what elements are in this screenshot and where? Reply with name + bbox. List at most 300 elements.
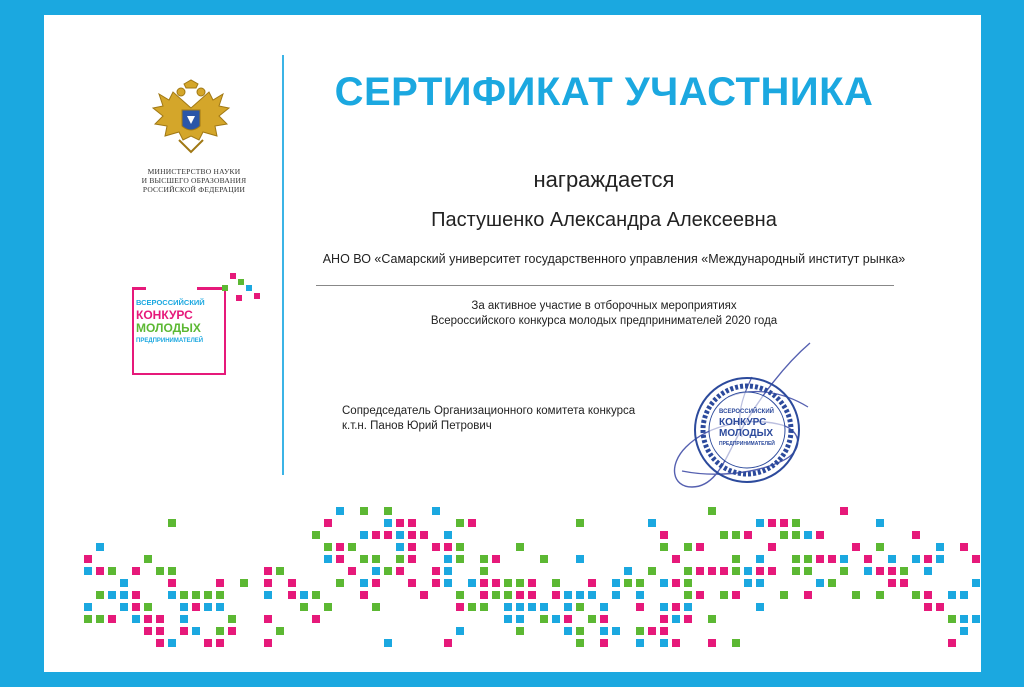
- pattern-square: [732, 639, 740, 647]
- pattern-square: [924, 591, 932, 599]
- pattern-square: [360, 579, 368, 587]
- pattern-square: [732, 591, 740, 599]
- pattern-square: [384, 531, 392, 539]
- pattern-square: [936, 543, 944, 551]
- pattern-square: [492, 591, 500, 599]
- pattern-square: [576, 591, 584, 599]
- pattern-square: [696, 591, 704, 599]
- pattern-square: [132, 603, 140, 611]
- pattern-square: [888, 579, 896, 587]
- pattern-square: [96, 567, 104, 575]
- pattern-square: [180, 591, 188, 599]
- logo-square: [254, 293, 260, 299]
- pattern-square: [456, 627, 464, 635]
- pattern-square: [912, 591, 920, 599]
- organization-name: АНО ВО «Самарский университет государственного управления «Международный институт рынка»: [322, 252, 906, 266]
- certificate-title: СЕРТИФИКАТ УЧАСТНИКА: [334, 70, 874, 114]
- pattern-square: [300, 591, 308, 599]
- pattern-square: [744, 567, 752, 575]
- pattern-square: [696, 543, 704, 551]
- pattern-square: [312, 531, 320, 539]
- pattern-square: [120, 591, 128, 599]
- pattern-square: [948, 639, 956, 647]
- ministry-line-3: РОССИЙСКОЙ ФЕДЕРАЦИИ: [142, 185, 246, 194]
- pattern-square: [456, 591, 464, 599]
- pattern-square: [456, 555, 464, 563]
- pattern-square: [432, 579, 440, 587]
- pattern-square: [408, 555, 416, 563]
- pattern-square: [564, 627, 572, 635]
- pattern-square: [924, 567, 932, 575]
- pattern-square: [900, 579, 908, 587]
- pattern-square: [96, 591, 104, 599]
- pattern-square: [192, 591, 200, 599]
- pattern-square: [864, 555, 872, 563]
- pattern-square: [504, 579, 512, 587]
- pattern-square: [660, 603, 668, 611]
- pattern-square: [576, 639, 584, 647]
- pattern-square: [636, 627, 644, 635]
- pattern-square: [504, 615, 512, 623]
- pattern-square: [456, 603, 464, 611]
- pattern-square: [528, 579, 536, 587]
- pattern-square: [648, 627, 656, 635]
- pattern-square: [168, 639, 176, 647]
- pattern-square: [372, 555, 380, 563]
- pattern-square: [432, 543, 440, 551]
- signatory-name: к.т.н. Панов Юрий Петрович: [342, 420, 492, 432]
- pattern-square: [888, 567, 896, 575]
- logo-square: [222, 285, 228, 291]
- pattern-square: [168, 579, 176, 587]
- pattern-square: [768, 567, 776, 575]
- pattern-square: [708, 567, 716, 575]
- pattern-square: [576, 627, 584, 635]
- pattern-square: [324, 519, 332, 527]
- pattern-square: [564, 591, 572, 599]
- pattern-square: [360, 507, 368, 515]
- pattern-square: [960, 615, 968, 623]
- pattern-square: [504, 591, 512, 599]
- pattern-square: [216, 639, 224, 647]
- pattern-square: [96, 543, 104, 551]
- pattern-square: [792, 531, 800, 539]
- pattern-square: [84, 603, 92, 611]
- contest-logo-text: [136, 297, 236, 347]
- pattern-square: [468, 519, 476, 527]
- pattern-square: [684, 543, 692, 551]
- pattern-square: [300, 603, 308, 611]
- pattern-square: [156, 627, 164, 635]
- pattern-square: [180, 627, 188, 635]
- pattern-square: [408, 531, 416, 539]
- pattern-square: [876, 543, 884, 551]
- pattern-square: [552, 579, 560, 587]
- pattern-square: [756, 603, 764, 611]
- pattern-square: [360, 591, 368, 599]
- decorative-pixel-pattern: [44, 495, 981, 655]
- pattern-square: [876, 519, 884, 527]
- pattern-square: [168, 591, 176, 599]
- pattern-square: [840, 555, 848, 563]
- pattern-square: [336, 507, 344, 515]
- pattern-square: [744, 531, 752, 539]
- pattern-square: [588, 579, 596, 587]
- pattern-square: [660, 531, 668, 539]
- pattern-square: [684, 615, 692, 623]
- pattern-square: [636, 579, 644, 587]
- pattern-square: [168, 567, 176, 575]
- pattern-square: [480, 555, 488, 563]
- pattern-square: [264, 579, 272, 587]
- stamp-line-2: КОНКУРС: [719, 417, 767, 428]
- pattern-square: [444, 639, 452, 647]
- pattern-square: [600, 603, 608, 611]
- pattern-square: [732, 555, 740, 563]
- pattern-square: [408, 579, 416, 587]
- pattern-square: [432, 567, 440, 575]
- pattern-square: [108, 591, 116, 599]
- pattern-square: [216, 579, 224, 587]
- pattern-square: [396, 519, 404, 527]
- pattern-square: [228, 615, 236, 623]
- pattern-square: [216, 603, 224, 611]
- pattern-square: [444, 543, 452, 551]
- awarded-label: награждается: [533, 167, 675, 192]
- pattern-square: [384, 639, 392, 647]
- pattern-square: [372, 579, 380, 587]
- pattern-square: [228, 627, 236, 635]
- pattern-square: [444, 567, 452, 575]
- logo-square: [236, 295, 242, 301]
- pattern-square: [576, 555, 584, 563]
- pattern-square: [528, 591, 536, 599]
- pattern-square: [600, 615, 608, 623]
- pattern-square: [144, 603, 152, 611]
- pattern-square: [924, 603, 932, 611]
- pattern-square: [720, 531, 728, 539]
- award-reason-line-1: За активное участие в отборочных мероприятиях: [471, 300, 737, 312]
- pattern-square: [192, 627, 200, 635]
- pattern-square: [672, 603, 680, 611]
- pattern-square: [360, 531, 368, 539]
- pattern-square: [516, 543, 524, 551]
- pattern-square: [120, 603, 128, 611]
- pattern-square: [468, 579, 476, 587]
- contest-logo-line-1: ВСЕРОССИЙСКИЙ: [136, 298, 205, 307]
- pattern-square: [420, 591, 428, 599]
- stamp-line-3: МОЛОДЫХ: [719, 428, 774, 439]
- horizontal-divider: [316, 285, 894, 286]
- pattern-square: [396, 543, 404, 551]
- pattern-square: [948, 615, 956, 623]
- pattern-square: [780, 519, 788, 527]
- pattern-square: [948, 591, 956, 599]
- pattern-square: [552, 615, 560, 623]
- pattern-square: [960, 627, 968, 635]
- pattern-square: [372, 603, 380, 611]
- pattern-square: [672, 555, 680, 563]
- pattern-square: [660, 639, 668, 647]
- stamp-line-1: ВСЕРОССИЙСКИЙ: [719, 409, 774, 415]
- pattern-square: [324, 555, 332, 563]
- pattern-square: [684, 567, 692, 575]
- pattern-square: [540, 615, 548, 623]
- pattern-square: [480, 579, 488, 587]
- pattern-square: [576, 519, 584, 527]
- pattern-square: [156, 639, 164, 647]
- pattern-square: [588, 615, 596, 623]
- pattern-square: [360, 555, 368, 563]
- pattern-square: [576, 603, 584, 611]
- pattern-square: [756, 519, 764, 527]
- pattern-square: [456, 543, 464, 551]
- pattern-square: [144, 615, 152, 623]
- signatory-title: Сопредседатель Организационного комитета конкурса: [342, 405, 636, 417]
- pattern-square: [696, 567, 704, 575]
- pattern-square: [132, 567, 140, 575]
- pattern-square: [732, 531, 740, 539]
- pattern-square: [648, 519, 656, 527]
- pattern-square: [972, 579, 980, 587]
- pattern-square: [384, 507, 392, 515]
- pattern-square: [540, 555, 548, 563]
- pattern-square: [900, 567, 908, 575]
- pattern-square: [768, 519, 776, 527]
- pattern-square: [780, 531, 788, 539]
- award-reason: [284, 299, 924, 329]
- pattern-square: [108, 615, 116, 623]
- pattern-square: [204, 639, 212, 647]
- pattern-square: [720, 591, 728, 599]
- pattern-square: [204, 603, 212, 611]
- pattern-square: [624, 567, 632, 575]
- pattern-square: [684, 591, 692, 599]
- pattern-square: [840, 507, 848, 515]
- pattern-square: [384, 519, 392, 527]
- pattern-square: [912, 531, 920, 539]
- pattern-square: [444, 531, 452, 539]
- pattern-square: [600, 627, 608, 635]
- pattern-square: [660, 543, 668, 551]
- ministry-name: [124, 167, 264, 194]
- pattern-square: [636, 591, 644, 599]
- pattern-square: [972, 615, 980, 623]
- pattern-square: [444, 579, 452, 587]
- pattern-square: [660, 627, 668, 635]
- pattern-square: [276, 627, 284, 635]
- pattern-square: [336, 555, 344, 563]
- contest-logo-line-4: ПРЕДПРИНИМАТЕЛЕЙ: [136, 338, 204, 344]
- pattern-square: [348, 543, 356, 551]
- pattern-square: [336, 579, 344, 587]
- pattern-square: [216, 627, 224, 635]
- logo-square: [246, 285, 252, 291]
- pattern-square: [528, 603, 536, 611]
- double-headed-eagle-emblem-icon: [149, 78, 233, 162]
- pattern-square: [792, 555, 800, 563]
- pattern-square: [264, 591, 272, 599]
- pattern-square: [648, 567, 656, 575]
- ministry-line-2: И ВЫСШЕГО ОБРАЗОВАНИЯ: [141, 176, 247, 185]
- pattern-square: [396, 567, 404, 575]
- pattern-square: [756, 567, 764, 575]
- pattern-square: [672, 639, 680, 647]
- pattern-square: [540, 603, 548, 611]
- contest-logo-line-2: КОНКУРС: [136, 308, 193, 322]
- pattern-square: [276, 567, 284, 575]
- pattern-square: [804, 555, 812, 563]
- pattern-square: [312, 615, 320, 623]
- award-reason-line-2: Всероссийского конкурса молодых предпринимателей 2020 года: [430, 315, 778, 327]
- pattern-square: [432, 507, 440, 515]
- pattern-square: [744, 579, 752, 587]
- pattern-square: [816, 579, 824, 587]
- pattern-square: [396, 555, 404, 563]
- pattern-square: [156, 567, 164, 575]
- pattern-square: [468, 603, 476, 611]
- pattern-square: [840, 567, 848, 575]
- pattern-square: [264, 567, 272, 575]
- pattern-square: [876, 591, 884, 599]
- pattern-square: [756, 555, 764, 563]
- pattern-square: [396, 531, 404, 539]
- pattern-square: [240, 579, 248, 587]
- pattern-square: [564, 615, 572, 623]
- pattern-square: [204, 591, 212, 599]
- pattern-square: [708, 639, 716, 647]
- pattern-square: [372, 531, 380, 539]
- pattern-square: [132, 591, 140, 599]
- pattern-square: [924, 555, 932, 563]
- pattern-square: [624, 579, 632, 587]
- pattern-square: [564, 603, 572, 611]
- pattern-square: [408, 519, 416, 527]
- pattern-square: [816, 531, 824, 539]
- pattern-square: [444, 555, 452, 563]
- pattern-square: [768, 543, 776, 551]
- pattern-square: [960, 591, 968, 599]
- pattern-square: [828, 579, 836, 587]
- contest-logo-line-3: МОЛОДЫХ: [136, 321, 201, 335]
- pattern-square: [936, 603, 944, 611]
- pattern-square: [612, 591, 620, 599]
- pattern-square: [144, 627, 152, 635]
- pattern-square: [480, 603, 488, 611]
- pattern-square: [216, 591, 224, 599]
- pattern-square: [708, 615, 716, 623]
- pattern-square: [636, 639, 644, 647]
- logo-square: [230, 273, 236, 279]
- pattern-square: [660, 615, 668, 623]
- pattern-square: [492, 555, 500, 563]
- pattern-square: [384, 567, 392, 575]
- pattern-square: [756, 579, 764, 587]
- pattern-square: [168, 519, 176, 527]
- certificate-sheet: [44, 15, 981, 672]
- pattern-square: [852, 543, 860, 551]
- pattern-square: [516, 579, 524, 587]
- logo-square: [238, 279, 244, 285]
- pattern-square: [336, 543, 344, 551]
- stamp-text: [719, 407, 799, 449]
- pattern-square: [408, 543, 416, 551]
- pattern-square: [132, 615, 140, 623]
- pattern-square: [636, 603, 644, 611]
- pattern-square: [972, 555, 980, 563]
- pattern-square: [480, 567, 488, 575]
- pattern-square: [372, 567, 380, 575]
- pattern-square: [936, 555, 944, 563]
- pattern-square: [516, 591, 524, 599]
- pattern-square: [84, 555, 92, 563]
- pattern-square: [960, 543, 968, 551]
- pattern-square: [600, 639, 608, 647]
- pattern-square: [324, 603, 332, 611]
- pattern-square: [312, 591, 320, 599]
- pattern-square: [612, 627, 620, 635]
- stamp-line-4: ПРЕДПРИНИМАТЕЛЕЙ: [719, 441, 775, 447]
- pattern-square: [516, 615, 524, 623]
- pattern-square: [804, 567, 812, 575]
- pattern-square: [552, 591, 560, 599]
- pattern-square: [264, 615, 272, 623]
- pattern-square: [804, 531, 812, 539]
- pattern-square: [660, 579, 668, 587]
- pattern-square: [264, 639, 272, 647]
- pattern-square: [672, 615, 680, 623]
- pattern-square: [180, 615, 188, 623]
- pattern-square: [348, 567, 356, 575]
- pattern-square: [720, 567, 728, 575]
- pattern-square: [852, 591, 860, 599]
- pattern-square: [804, 591, 812, 599]
- pattern-square: [672, 579, 680, 587]
- pattern-square: [492, 579, 500, 587]
- pattern-square: [144, 555, 152, 563]
- pattern-square: [684, 603, 692, 611]
- contest-logo: [132, 273, 262, 385]
- pattern-square: [480, 591, 488, 599]
- pattern-square: [516, 603, 524, 611]
- pattern-square: [876, 567, 884, 575]
- pattern-square: [684, 579, 692, 587]
- pattern-square: [816, 555, 824, 563]
- pattern-square: [780, 591, 788, 599]
- pattern-square: [288, 591, 296, 599]
- pattern-square: [588, 591, 596, 599]
- pattern-square: [324, 543, 332, 551]
- pattern-square: [864, 567, 872, 575]
- pattern-square: [108, 567, 116, 575]
- pattern-square: [192, 603, 200, 611]
- ministry-line-1: МИНИСТЕРСТВО НАУКИ: [147, 167, 241, 176]
- pattern-square: [84, 615, 92, 623]
- pattern-square: [828, 555, 836, 563]
- pattern-square: [504, 603, 512, 611]
- pattern-square: [888, 555, 896, 563]
- pattern-square: [612, 579, 620, 587]
- pattern-square: [96, 615, 104, 623]
- pattern-square: [156, 615, 164, 623]
- pattern-square: [420, 531, 428, 539]
- recipient-name: Пастушенко Александра Алексеевна: [431, 209, 777, 231]
- pattern-square: [792, 567, 800, 575]
- pattern-square: [288, 579, 296, 587]
- pattern-square: [792, 519, 800, 527]
- pattern-square: [732, 567, 740, 575]
- pattern-square: [912, 555, 920, 563]
